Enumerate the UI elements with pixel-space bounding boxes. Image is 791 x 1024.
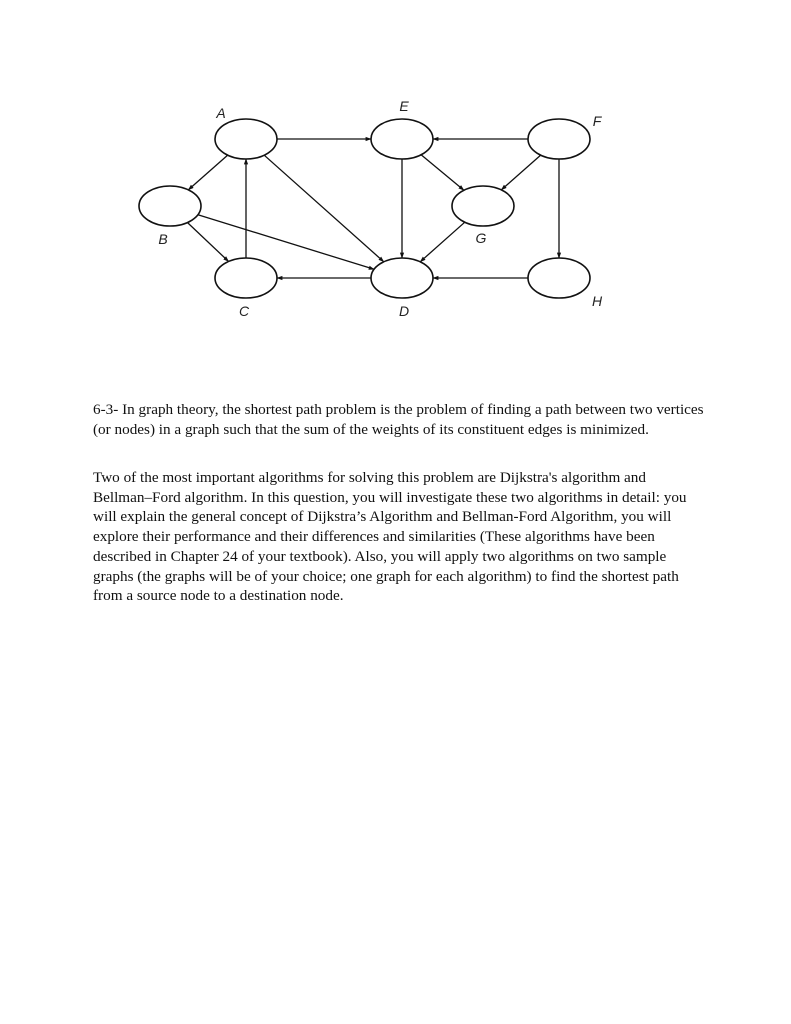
node-b <box>139 186 201 226</box>
edge-e-to-g <box>421 155 464 190</box>
node-f <box>528 119 590 159</box>
node-label-g: G <box>475 230 487 246</box>
question-task-text: Two of the most important algorithms for solving this problem are Dijkstra's algorithm and Bellman–Ford algorithm. In this question, you will investigate these two algorithms in detail: you will explain the general concept of Dijkstra’s Algorithm and Bellman-Ford Algorithm, you will explore their performance and their differences and similarities (These algorithms have been described in Chapter 24 of your textbook). Also, you will apply two algorithms on two sample graphs (the graphs will be of your choice; one graph for each algorithm) to find the shortest path from a source node to a destination node. <box>93 469 687 605</box>
question-intro-text: 6-3- In graph theory, the shortest path problem is the problem of finding a path between two vertices (or nodes) in a graph such that the sum of the weights of its constituent edges is minimized. <box>93 401 704 438</box>
node-e <box>371 119 433 159</box>
edge-a-to-b <box>188 155 227 190</box>
node-label-c: C <box>238 303 250 319</box>
node-label-e: E <box>399 98 409 114</box>
node-c <box>215 258 277 298</box>
node-a <box>215 119 277 159</box>
node-label-d: D <box>398 303 410 319</box>
edge-g-to-d <box>420 222 465 262</box>
node-label-a: A <box>216 105 226 121</box>
node-label-b: B <box>158 231 168 247</box>
node-d <box>371 258 433 298</box>
question-paragraph-1 <box>93 400 705 439</box>
node-label-h: H <box>591 293 603 309</box>
node-g <box>452 186 514 226</box>
edge-a-to-d <box>264 155 384 262</box>
question-paragraph-2 <box>93 468 705 606</box>
edge-b-to-c <box>187 223 228 262</box>
node-h <box>528 258 590 298</box>
directed-graph-figure <box>0 0 791 340</box>
edge-b-to-d <box>198 215 374 270</box>
graph-nodes <box>139 98 603 319</box>
node-label-f: F <box>592 113 602 129</box>
edge-f-to-g <box>501 155 540 190</box>
